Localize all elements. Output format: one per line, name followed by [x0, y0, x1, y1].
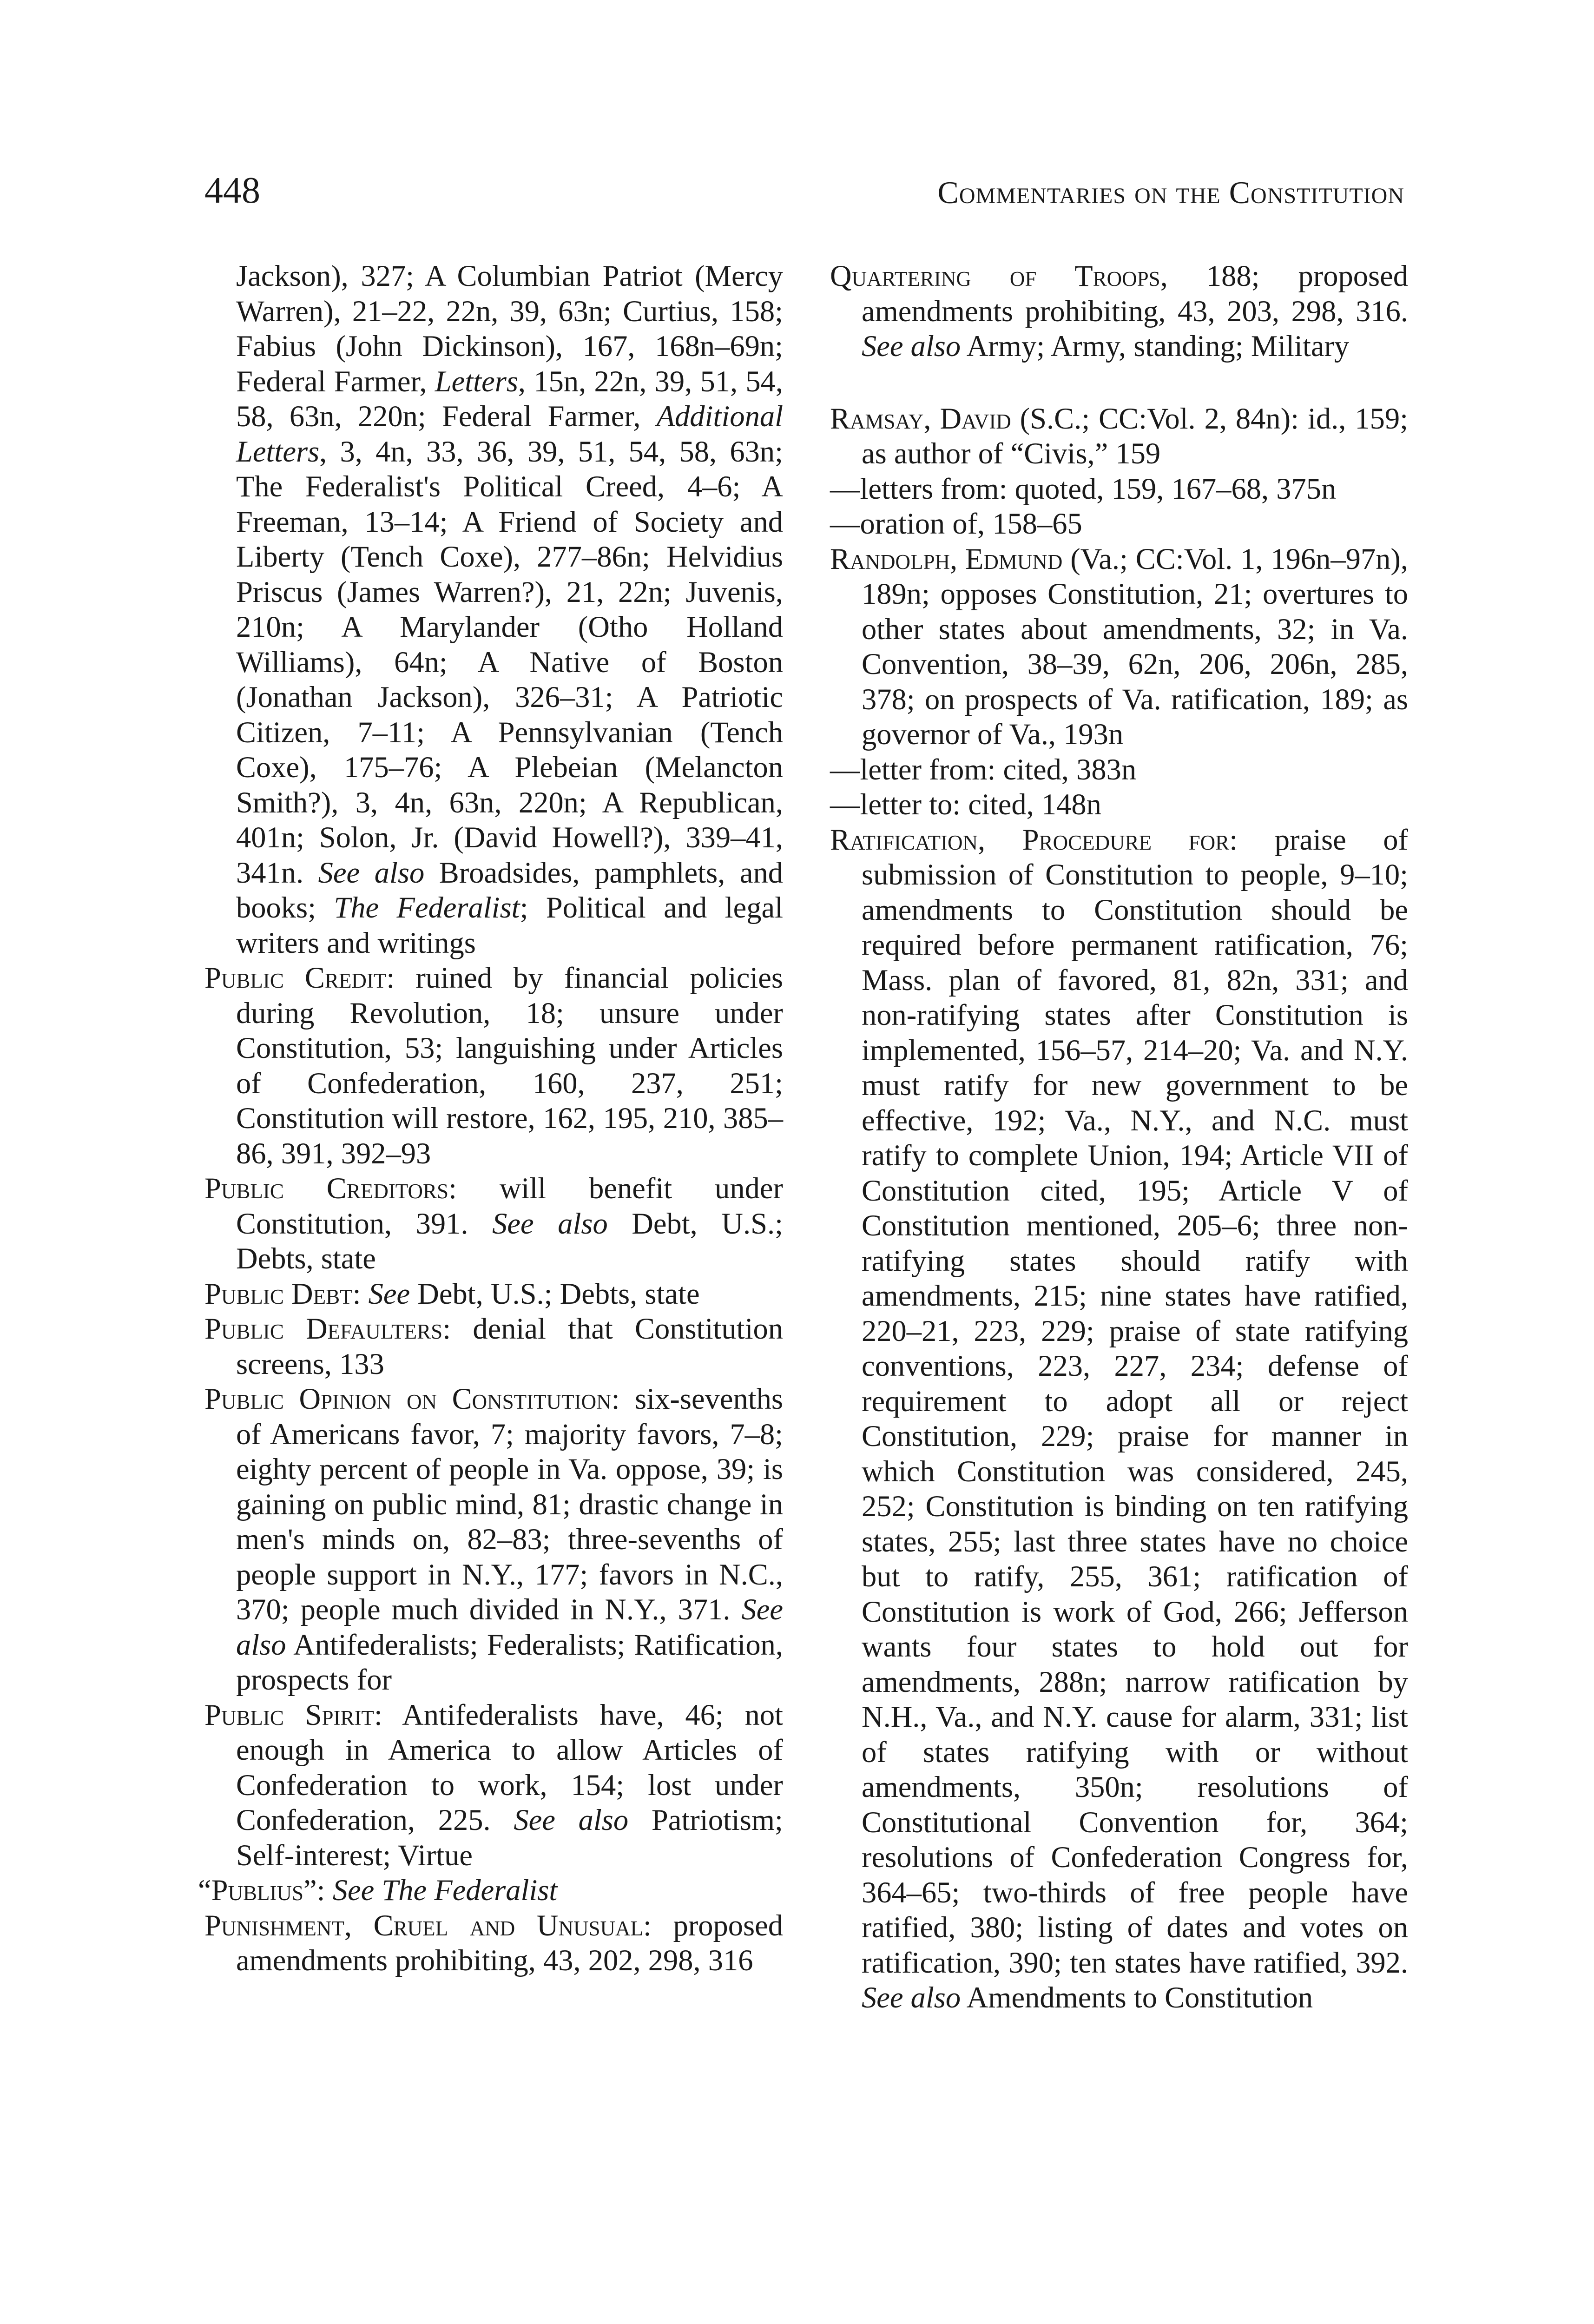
index-entry-punishment: Punishment, Cruel and Unusual: proposed amendments prohibiting, 43, 202, 298, 316 — [204, 1908, 783, 1977]
index-entry-randolph: Randolph, Edmund (Va.; CC:Vol. 1, 196n–97n), 189n; opposes Constitution, 21; overtures to other states about amendments, 32; in Va. Convention, 38–39, 62n, 206, 206n, 285, 378; on prospects of Va. ratification, 189; as governor of Va., 193n — [830, 542, 1408, 751]
index-entry-public-creditors: Public Creditors: will benefit under Constitution, 391. See also Debt, U.S.; Debts, state — [204, 1172, 784, 1275]
index-entry-public-debt: Public Debt: See Debt, U.S.; Debts, state — [204, 1277, 700, 1310]
index-column-right — [830, 258, 1408, 2015]
running-head: Commentaries on the Constitution — [937, 175, 1404, 210]
index-entry-public-defaulters: Public Defaulters: denial that Constitution screens, 133 — [204, 1312, 783, 1380]
index-entry-public-spirit: Public Spirit: Antifederalists have, 46; not enough in America to allow Articles of Confederation to work, 154; lost under Confederation, 225. See also Patriotism; Self-interest; Virtue — [204, 1698, 783, 1872]
index-subentry: —oration of, 158–65 — [830, 507, 1082, 540]
page-number: 448 — [204, 170, 260, 211]
index-entry-ratification-procedure: Ratification, Procedure for: praise of submission of Constitution to people, 9–10; amendments to Constitution should be required before permanent ratification, 76; Mass. plan of favored, 81, 82n, 331; and non-ratifying states after Constitution is implemented, 156–57, 214–20; Va. and N.Y. must ratify for new government to be effective, 192; Va., N.Y., and N.C. must ratify to complete Union, 194; Article VII of Constitution cited, 195; Article V of Constitution mentioned, 205–6; three non-ratifying states should ratify with amendments, 215; nine states have ratified, 220–21, 223, 229; praise of state ratifying conventions, 223, 227, 234; defense of requirement to adopt all or reject Constitution, 229; praise for manner in which Constitution was considered, 245, 252; Constitution is binding on ten ratifying states, 255; last three states have no choice but to ratify, 255, 361; ratification of Constitution is work of God, 266; Jefferson wants four states to hold out for amendments, 288n; narrow ratification by N.H., Va., and N.Y. cause for alarm, 331; list of states ratifying with or without amendments, 350n; resolutions of Constitutional Convention for, 364; resolutions of Confederation Congress for, 364–65; two-thirds of free people have ratified, 380; listing of dates and votes on ratification, 390; ten states have ratified, 392. See also Amendments to Constitution — [830, 823, 1408, 2014]
index-entry-continuation: Jackson), 327; A Columbian Patriot (Mercy Warren), 21–22, 22n, 39, 63n; Curtius, 158; Fabius (John Dickinson), 167, 168n–69n; Federal Farmer, Letters, 15n, 22n, 39, 51, 54, 58, 63n, 220n; Federal Farmer, Additional Letters, 3, 4n, 33, 36, 39, 51, 54, 58, 63n; The Federalist's Political Creed, 4–6; A Freeman, 13–14; A Friend of Society and Liberty (Tench Coxe), 277–86n; Helvidius Priscus (James Warren?), 21, 22n; Juvenis, 210n; A Marylander (Otho Holland Williams), 64n; A Native of Boston (Jonathan Jackson), 326–31; A Patriotic Citizen, 7–11; A Pennsylvanian (Tench Coxe), 175–76; A Plebeian (Melancton Smith?), 3, 4n, 63n, 220n; A Republican, 401n; Solon, Jr. (David Howell?), 339–41, 341n. See also Broadsides, pamphlets, and books; The Federalist; Political and legal writers and writings — [236, 259, 784, 959]
index-column-left — [198, 258, 784, 1978]
letter-section-gap — [830, 364, 1408, 401]
index-subentry: —letter to: cited, 148n — [830, 788, 1101, 821]
index-entry-quartering-of-troops: Quartering of Troops, 188; proposed amendments prohibiting, 43, 203, 298, 316. See also Army; Army, standing; Military — [830, 259, 1408, 363]
index-subentry: —letter from: cited, 383n — [830, 753, 1137, 786]
index-entry-publius: “Publius”: See The Federalist — [198, 1874, 558, 1907]
index-subentry: —letters from: quoted, 159, 167–68, 375n — [830, 472, 1337, 505]
index-entry-ramsay: Ramsay, David (S.C.; CC:Vol. 2, 84n): id., 159; as author of “Civis,” 159 — [830, 402, 1408, 470]
index-entry-public-opinion: Public Opinion on Constitution: six-sevenths of Americans favor, 7; majority favors, 7–8; eighty percent of people in Va. oppose, 39; is gaining on public mind, 81; drastic change in men's minds on, 82–83; three-sevenths of people support in N.Y., 177; favors in N.C., 370; people much divided in N.Y., 371. See also Antifederalists; Federalists; Ratification, prospects for — [204, 1382, 783, 1696]
index-entry-public-credit: Public Credit: ruined by financial policies during Revolution, 18; unsure under Constitution, 53; languishing under Articles of Confederation, 160, 237, 251; Constitution will restore, 162, 195, 210, 385–86, 391, 392–93 — [204, 961, 783, 1170]
